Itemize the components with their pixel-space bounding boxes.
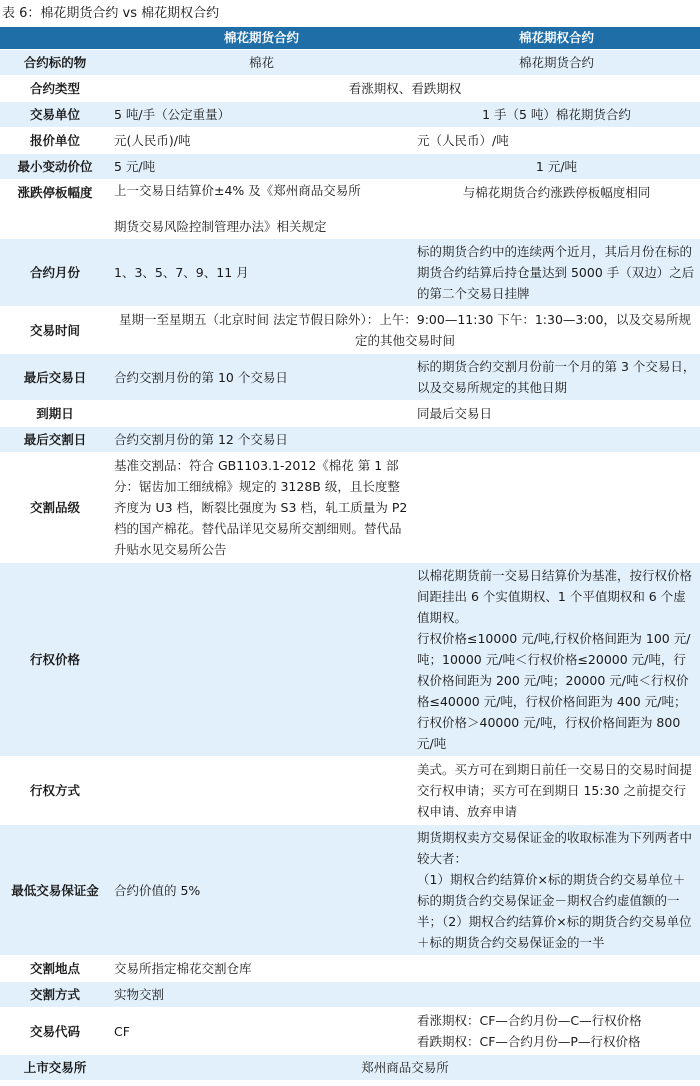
futures-cell: 合约价值的 5% [110, 825, 413, 956]
table-row [0, 563, 700, 757]
table-row [0, 1055, 700, 1081]
table-header-row [0, 27, 700, 50]
table-row [0, 307, 700, 354]
row-label: 合约月份 [0, 239, 110, 307]
row-label: 交割品级 [0, 453, 110, 563]
futures-cell: 1、3、5、7、9、11 月 [110, 239, 413, 307]
comparison-table [0, 27, 700, 1081]
table-row [0, 154, 700, 180]
table-row [0, 76, 700, 102]
table-row [0, 1008, 700, 1055]
options-cell: 看涨期权、看跌期权 [110, 76, 700, 102]
futures-cell: 上一交易日结算价±4% 及《郑州商品交易所 期货交易风险控制管理办法》相关规定 [110, 180, 413, 239]
options-cell: 期货期权卖方交易保证金的收取标准为下列两者中较大者： （1）期权合约结算价×标的期货合约交易单位＋标的期货合约交易保证金－期权合约虚值额的一半；（2）期权合约结算价×标的期货合约交易单位＋标的期货合约交易保证金的一半 [413, 825, 700, 956]
table-row [0, 956, 700, 982]
options-cell: 与棉花期货合约涨跌停板幅度相同 [413, 180, 700, 239]
table-row [0, 757, 700, 825]
futures-cell: 元(人民币)/吨 [110, 128, 413, 154]
table-row [0, 102, 700, 128]
table-row [0, 50, 700, 76]
row-label: 最后交易日 [0, 354, 110, 401]
futures-cell: 5 吨/手（公定重量） [110, 102, 413, 128]
table-row [0, 825, 700, 956]
futures-cell [110, 401, 413, 427]
row-label: 最小变动价位 [0, 154, 110, 180]
options-cell [413, 982, 700, 1008]
row-label: 报价单位 [0, 128, 110, 154]
futures-cell: 5 元/吨 [110, 154, 413, 180]
row-label: 到期日 [0, 401, 110, 427]
options-cell: 1 元/吨 [413, 154, 700, 180]
table-row [0, 427, 700, 453]
futures-cell [110, 757, 413, 825]
options-cell: 标的期货合约中的连续两个近月，其后月份在标的期货合约结算后持仓量达到 5000 手（双边）之后的第二个交易日挂牌 [413, 239, 700, 307]
row-label: 最后交割日 [0, 427, 110, 453]
header-options: 棉花期权合约 [413, 27, 700, 50]
row-label: 最低交易保证金 [0, 825, 110, 956]
table-caption: 表 6：棉花期货合约 vs 棉花期权合约 [2, 6, 220, 21]
options-cell: 1 手（5 吨）棉花期货合约 [413, 102, 700, 128]
options-cell: 元（人民币）/吨 [413, 128, 700, 154]
row-label: 交易代码 [0, 1008, 110, 1055]
options-cell: 同最后交易日 [413, 401, 700, 427]
table-row [0, 128, 700, 154]
row-label: 行权方式 [0, 757, 110, 825]
table-row [0, 401, 700, 427]
row-label: 交割地点 [0, 956, 110, 982]
futures-cell [110, 563, 413, 757]
futures-cell: 郑州商品交易所 [110, 1055, 700, 1081]
options-cell: 看涨期权：CF—合约月份—C—行权价格 看跌期权：CF—合约月份—P—行权价格 [413, 1008, 700, 1055]
row-label: 合约标的物 [0, 50, 110, 76]
futures-cell: 棉花 [110, 50, 413, 76]
header-futures: 棉花期货合约 [110, 27, 413, 50]
futures-cell: 实物交割 [110, 982, 413, 1008]
row-label: 上市交易所 [0, 1055, 110, 1081]
options-cell [413, 427, 700, 453]
row-label: 交割方式 [0, 982, 110, 1008]
options-cell: 标的期货合约交割月份前一个月的第 3 个交易日，以及交易所规定的其他日期 [413, 354, 700, 401]
options-cell: 美式。买方可在到期日前任一交易日的交易时间提交行权申请；买方可在到期日 15:30 之前提交行权申请、放弃申请 [413, 757, 700, 825]
row-label: 涨跌停板幅度 [0, 180, 110, 239]
futures-cell: 合约交割月份的第 12 个交易日 [110, 427, 413, 453]
row-label: 交易单位 [0, 102, 110, 128]
futures-cell: CF [110, 1008, 413, 1055]
table-row [0, 982, 700, 1008]
table-row [0, 453, 700, 563]
futures-cell: 合约交割月份的第 10 个交易日 [110, 354, 413, 401]
options-cell: 棉花期货合约 [413, 50, 700, 76]
row-label: 交易时间 [0, 307, 110, 354]
futures-cell: 星期一至星期五（北京时间 法定节假日除外）：上午：9:00—11:30 下午：1:30—3:00，以及交易所规定的其他交易时间 [110, 307, 700, 354]
table-row [0, 180, 700, 239]
options-cell: 以棉花期货前一交易日结算价为基准，按行权价格间距挂出 6 个实值期权、1 个平值期权和 6 个虚值期权。 行权价格≤10000 元/吨,行权价格间距为 100 元/吨；10000 元/吨＜行权价格≤20000 元/吨，行权价格间距为 200 元/吨；20000 元/吨＜行权价格≤40000 元/吨，行权价格间距为 400 元/吨；行权价格＞40000 元/吨，行权价格间距为 800 元/吨 [413, 563, 700, 757]
row-label: 合约类型 [0, 76, 110, 102]
header-empty [0, 27, 110, 50]
futures-cell: 交易所指定棉花交割仓库 [110, 956, 413, 982]
futures-cell: 基准交割品：符合 GB1103.1-2012《棉花 第 1 部分：锯齿加工细绒棉》规定的 3128B 级，且长度整齐度为 U3 档，断裂比强度为 S3 档，轧工质量为 P2 档的国产棉花。替代品详见交易所交割细则。替代品升贴水见交易所公告 [110, 453, 413, 563]
options-cell [413, 453, 700, 563]
options-cell [413, 956, 700, 982]
table-row [0, 239, 700, 307]
row-label: 行权价格 [0, 563, 110, 757]
table-row [0, 354, 700, 401]
